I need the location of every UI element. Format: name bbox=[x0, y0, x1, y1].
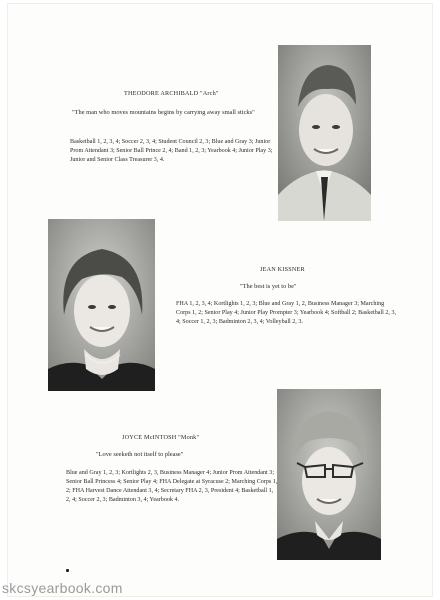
student-activities: FHA 1, 2, 3, 4; Kortlights 1, 2, 3; Blue and Gray 1, 2, Business Manager 3; Marching Corps 1, 2; Senior Play 4; Junior Play Prompter 3; Yearbook 4; Softball 2; Basketball 2, 3, 4; Soccer 1, 2, 3; Badminton 2, 3, 4; Volleyball 2, 3. bbox=[176, 301, 397, 325]
student-activities: Blue and Gray 1, 2, 3; Kortlights 2, 3, Business Manager 4; Junior Prom Attendant 3; Senior Ball Princess 4; Senior Play 4; FHA Delegate at Syracuse 2; Marching Corps 1, 2; FHA Harvest Dance Attendant 3, 4; Secretary FHA 2, 3, President 4; Basketball 1, 2, 4; Soccer 2, 3; Badminton 3, 4; Yearbook 4. bbox=[66, 470, 278, 503]
student-name-line bbox=[124, 90, 219, 97]
student-name-line bbox=[122, 434, 199, 441]
watermark-text: skcsyearbook.com bbox=[2, 580, 123, 596]
student-portrait-photo bbox=[48, 219, 155, 391]
student-quote: "Love seeketh not itself to please" bbox=[96, 451, 184, 458]
student-name: THEODORE ARCHIBALD bbox=[124, 90, 199, 97]
student-nickname: "Arch" bbox=[200, 90, 219, 97]
student-name: JEAN KISSNER bbox=[260, 266, 305, 273]
student-portrait-photo bbox=[277, 389, 381, 560]
student-quote: "The man who moves mountains begins by carrying away small sticks" bbox=[72, 109, 255, 116]
yearbook-page bbox=[8, 4, 432, 596]
student-nickname: "Monk" bbox=[178, 434, 200, 441]
page-mark bbox=[66, 569, 69, 572]
student-name-line bbox=[260, 266, 305, 273]
student-name: JOYCE McINTOSH bbox=[122, 434, 177, 441]
student-portrait-photo bbox=[278, 45, 371, 221]
student-quote: "The best is yet to be" bbox=[240, 283, 297, 290]
student-activities: Basketball 1, 2, 3, 4; Soccer 2, 3, 4; Student Council 2, 3; Blue and Gray 3; Junior Prom Attendant 3; Senior Ball Prince 2, 4; Band 1, 2, 3; Yearbook 4; Junior Play 3; Junior and Senior Class Treasurer 3, 4. bbox=[70, 139, 273, 163]
